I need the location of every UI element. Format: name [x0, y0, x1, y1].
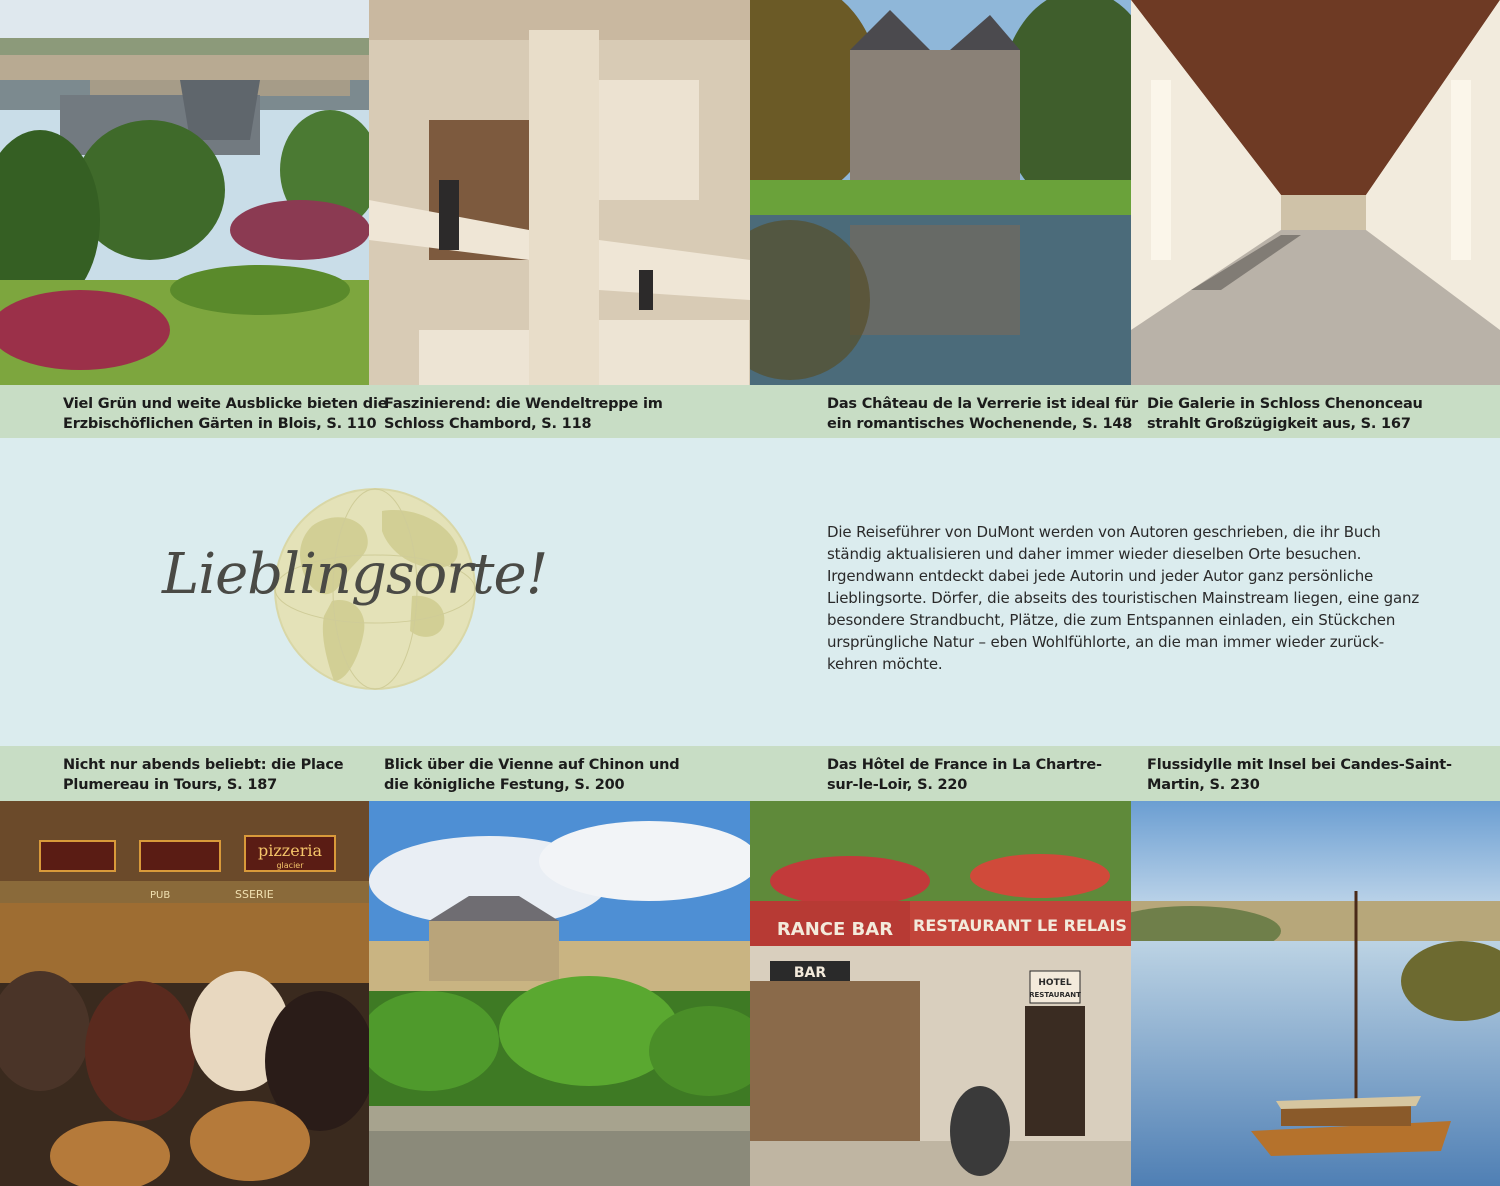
photo-place-plumereau: [0, 801, 369, 1186]
pizzeria-sign: pizzeria: [258, 841, 322, 860]
caption-candes-line2: Martin, S. 230: [1147, 777, 1260, 793]
brasserie-sign: SSERIE: [235, 888, 274, 901]
caption-chambord-line2: Schloss Chambord, S. 118: [384, 416, 592, 432]
awning-left-text: RANCE BAR: [776, 919, 894, 940]
caption-chambord: [384, 394, 663, 434]
intro-line: Die Reiseführer von DuMont werden von Autoren geschrieben, die ihr Buch: [827, 523, 1381, 541]
caption-chinon-line1: Blick über die Vienne auf Chinon und: [384, 757, 680, 773]
intro-line: besondere Strandbucht, Plätze, die zum Entspannen einladen, ein Stückchen: [827, 611, 1396, 629]
caption-blois-line2: Erzbischöflichen Gärten in Blois, S. 110: [63, 416, 377, 432]
caption-chenonceau-line2: strahlt Großzügigkeit aus, S. 167: [1147, 416, 1411, 432]
caption-chambord-line1: Faszinierend: die Wendeltreppe im: [384, 396, 663, 412]
caption-chenonceau-line1: Die Galerie in Schloss Chenonceau: [1147, 396, 1423, 412]
intro-line: ständig aktualisieren und daher immer wieder dieselben Orte besuchen.: [827, 545, 1362, 563]
caption-chinon: [384, 755, 679, 795]
caption-blois-line1: Viel Grün und weite Ausblicke bieten die: [63, 396, 388, 412]
caption-chartre: [827, 755, 1102, 795]
intro-line: Irgendwann entdeckt dabei jede Autorin und jeder Autor ganz persönliche: [827, 567, 1374, 585]
intro-line: kehren möchte.: [827, 655, 943, 673]
caption-chenonceau: [1147, 394, 1423, 434]
intro-line: Lieblingsorte. Dörfer, die abseits des touristischen Mainstream liegen, eine ganz: [827, 589, 1420, 607]
hotel-sign-line2: RESTAURANT: [1029, 991, 1081, 999]
intro-text: [827, 521, 1447, 675]
caption-verrerie: [827, 394, 1138, 434]
photo-hotel-de-france: [750, 801, 1131, 1186]
intro-line: ursprüngliche Natur – eben Wohlfühlorte, an die man immer wieder zurück-: [827, 633, 1385, 651]
glacier-sign: glacier: [276, 861, 304, 870]
photo-candes-saint-martin: [1131, 801, 1500, 1186]
caption-tours-line2: Plumereau in Tours, S. 187: [63, 777, 277, 793]
photo-chateau-verrerie: [750, 0, 1131, 385]
caption-candes-line1: Flussidylle mit Insel bei Candes-Saint-: [1147, 757, 1452, 773]
caption-verrerie-line2: ein romantisches Wochenende, S. 148: [827, 416, 1133, 432]
photo-chenonceau-gallery: [1131, 0, 1500, 385]
caption-verrerie-line1: Das Château de la Verrerie ist ideal für: [827, 396, 1138, 412]
bar-sign: BAR: [793, 965, 827, 981]
awning-right-text: RESTAURANT LE RELAIS: [913, 916, 1127, 935]
page-title: Lieblingsorte!: [162, 542, 548, 607]
photo-chambord-staircase: [369, 0, 750, 385]
photo-chinon: [369, 801, 750, 1186]
caption-chartre-line2: sur-le-Loir, S. 220: [827, 777, 968, 793]
caption-candes: [1147, 755, 1452, 795]
photo-blois-gardens: [0, 0, 369, 385]
caption-blois: [63, 394, 387, 434]
hotel-sign-line1: HOTEL: [1038, 978, 1072, 988]
pub-sign: PUB: [150, 890, 171, 901]
caption-chartre-line1: Das Hôtel de France in La Chartre-: [827, 757, 1102, 773]
caption-tours: [63, 755, 343, 795]
caption-tours-line1: Nicht nur abends beliebt: die Place: [63, 757, 344, 773]
caption-chinon-line2: die königliche Festung, S. 200: [384, 777, 625, 793]
